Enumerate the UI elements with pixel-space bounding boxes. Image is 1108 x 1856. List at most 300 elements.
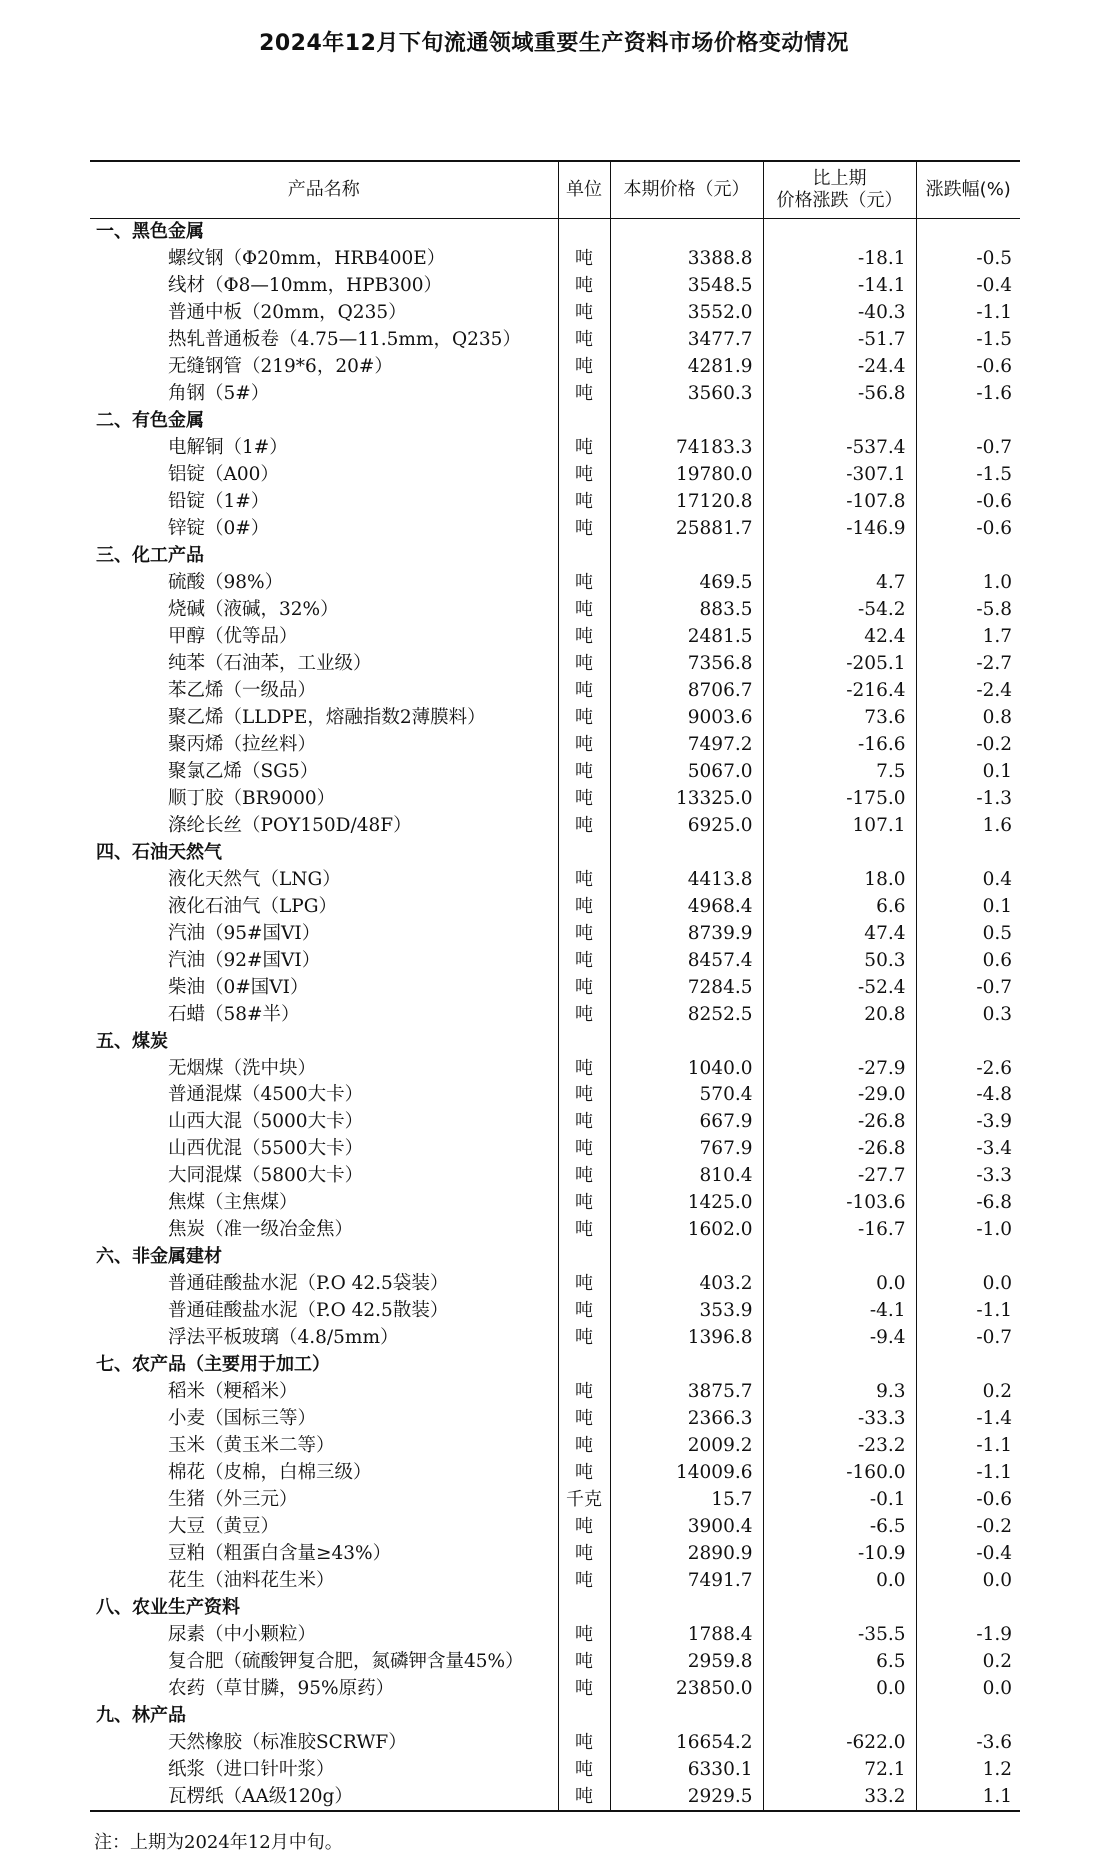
category-name: 七、农产品（主要用于加工） [96,1354,330,1376]
price-cell: 6330.1 [610,1756,763,1783]
change-cell: 6.6 [763,893,916,920]
table-row [90,1621,1020,1648]
percent-cell: -0.6 [916,354,1020,381]
percent-cell: 0.4 [916,866,1020,893]
product-name: 小麦（国标三等） [168,1408,317,1430]
change-cell: -216.4 [763,677,916,704]
product-name: 汽油（95#国VI） [168,922,321,944]
unit-cell: 吨 [558,1621,610,1648]
table-row [90,1136,1020,1163]
product-name: 甲醇（优等品） [168,626,298,648]
product-name: 纸浆（进口针叶浆） [168,1758,335,1780]
table-row [90,1217,1020,1244]
empty-cell [558,219,610,246]
category-name: 八、农业生产资料 [96,1596,240,1618]
product-name: 顺丁胶（BR9000） [168,787,336,809]
empty-cell [610,1702,763,1729]
product-name: 大豆（黄豆） [168,1515,280,1537]
percent-cell: -2.7 [916,651,1020,678]
empty-cell [610,219,763,246]
percent-cell: -3.4 [916,1136,1020,1163]
price-cell: 7356.8 [610,651,763,678]
table-row [90,597,1020,624]
price-cell: 1602.0 [610,1217,763,1244]
table-row [90,1190,1020,1217]
table-row [90,1460,1020,1487]
table-row [90,1163,1020,1190]
change-cell: -9.4 [763,1325,916,1352]
percent-cell: -3.9 [916,1109,1020,1136]
product-name: 豆粕（粗蛋白含量≥43%） [168,1542,392,1564]
change-cell: -622.0 [763,1729,916,1756]
price-cell: 3900.4 [610,1514,763,1541]
percent-cell: -0.2 [916,731,1020,758]
price-cell: 8457.4 [610,947,763,974]
empty-cell [763,1244,916,1271]
percent-cell: -1.1 [916,1298,1020,1325]
price-cell: 810.4 [610,1163,763,1190]
category-row [90,1028,1020,1055]
price-cell: 8252.5 [610,1001,763,1028]
percent-cell: 0.3 [916,1001,1020,1028]
table-row [90,624,1020,651]
unit-cell: 吨 [558,435,610,462]
category-row [90,543,1020,570]
percent-cell: -3.6 [916,1729,1020,1756]
table-row [90,300,1020,327]
product-name: 铅锭（1#） [168,491,270,513]
price-cell: 25881.7 [610,516,763,543]
product-name: 稻米（粳稻米） [168,1381,298,1403]
unit-cell: 吨 [558,893,610,920]
header-price-change-line2: 价格涨跌（元） [776,190,903,211]
table-row [90,785,1020,812]
empty-cell [558,1594,610,1621]
category-name: 三、化工产品 [96,545,204,567]
product-name: 尿素（中小颗粒） [168,1623,317,1645]
percent-cell: -0.5 [916,246,1020,273]
unit-cell: 吨 [558,704,610,731]
unit-cell: 吨 [558,1756,610,1783]
unit-cell: 吨 [558,300,610,327]
unit-cell: 吨 [558,1540,610,1567]
price-cell: 4968.4 [610,893,763,920]
unit-cell: 千克 [558,1487,610,1514]
price-cell: 2366.3 [610,1406,763,1433]
table-row [90,246,1020,273]
change-cell: 9.3 [763,1379,916,1406]
table-row [90,812,1020,839]
empty-cell [916,1028,1020,1055]
table-row [90,758,1020,785]
table-row [90,704,1020,731]
category-row [90,1352,1020,1379]
product-name: 苯乙烯（一级品） [168,679,317,701]
percent-cell: 0.0 [916,1675,1020,1702]
change-cell: -51.7 [763,327,916,354]
change-cell: 20.8 [763,1001,916,1028]
price-cell: 16654.2 [610,1729,763,1756]
product-name: 普通硅酸盐水泥（P.O 42.5袋装） [168,1273,449,1295]
change-cell: -52.4 [763,974,916,1001]
change-cell: -26.8 [763,1136,916,1163]
change-cell: 73.6 [763,704,916,731]
change-cell: -26.8 [763,1109,916,1136]
price-cell: 767.9 [610,1136,763,1163]
change-cell: -146.9 [763,516,916,543]
change-cell: -160.0 [763,1460,916,1487]
percent-cell: 1.6 [916,812,1020,839]
product-name: 石蜡（58#半） [168,1003,300,1025]
change-cell: -27.9 [763,1055,916,1082]
header-change-percent: 涨跌幅(%) [916,161,1020,219]
unit-cell: 吨 [558,866,610,893]
table-header [90,161,1020,219]
change-cell: 7.5 [763,758,916,785]
header-current-price: 本期价格（元） [610,161,763,219]
product-name: 普通中板（20mm，Q235） [168,302,407,324]
category-name: 一、黑色金属 [96,221,204,243]
product-name: 普通硅酸盐水泥（P.O 42.5散装） [168,1300,449,1322]
percent-cell: 1.7 [916,624,1020,651]
unit-cell: 吨 [558,1325,610,1352]
table-row [90,1514,1020,1541]
unit-cell: 吨 [558,273,610,300]
empty-cell [763,1352,916,1379]
percent-cell: 1.2 [916,1756,1020,1783]
price-cell: 2009.2 [610,1433,763,1460]
empty-cell [763,839,916,866]
percent-cell: 0.0 [916,1567,1020,1594]
category-row [90,1594,1020,1621]
change-cell: -16.7 [763,1217,916,1244]
product-name: 液化石油气（LPG） [168,895,338,917]
empty-cell [763,543,916,570]
empty-cell [763,1702,916,1729]
unit-cell: 吨 [558,947,610,974]
price-cell: 8739.9 [610,920,763,947]
table-row [90,1756,1020,1783]
table-row [90,1055,1020,1082]
unit-cell: 吨 [558,785,610,812]
percent-cell: -1.5 [916,462,1020,489]
category-name: 六、非金属建材 [96,1246,222,1268]
unit-cell: 吨 [558,1406,610,1433]
percent-cell: -1.9 [916,1621,1020,1648]
empty-cell [916,1702,1020,1729]
price-cell: 13325.0 [610,785,763,812]
change-cell: -33.3 [763,1406,916,1433]
table-row [90,327,1020,354]
unit-cell: 吨 [558,677,610,704]
change-cell: 0.0 [763,1675,916,1702]
table-row [90,489,1020,516]
price-cell: 7497.2 [610,731,763,758]
category-name: 四、石油天然气 [96,841,222,863]
price-cell: 4281.9 [610,354,763,381]
table-body [90,219,1020,1812]
percent-cell: 0.8 [916,704,1020,731]
change-cell: 0.0 [763,1567,916,1594]
product-name: 柴油（0#国VI） [168,976,309,998]
unit-cell: 吨 [558,489,610,516]
price-cell: 3548.5 [610,273,763,300]
price-cell: 353.9 [610,1298,763,1325]
percent-cell: 0.1 [916,758,1020,785]
unit-cell: 吨 [558,462,610,489]
percent-cell: -0.7 [916,435,1020,462]
change-cell: -307.1 [763,462,916,489]
table-row [90,1271,1020,1298]
unit-cell: 吨 [558,1783,610,1811]
price-cell: 1788.4 [610,1621,763,1648]
empty-cell [610,1594,763,1621]
percent-cell: -0.6 [916,489,1020,516]
percent-cell: -0.4 [916,1540,1020,1567]
percent-cell: -2.4 [916,677,1020,704]
table-row [90,1729,1020,1756]
category-name: 五、煤炭 [96,1030,168,1052]
change-cell: -205.1 [763,651,916,678]
price-cell: 2929.5 [610,1783,763,1811]
header-price-change [763,161,916,219]
table-row [90,920,1020,947]
unit-cell: 吨 [558,1190,610,1217]
category-name: 九、林产品 [96,1704,186,1726]
price-cell: 17120.8 [610,489,763,516]
product-name: 无烟煤（洗中块） [168,1057,317,1079]
product-name: 液化天然气（LNG） [168,868,341,890]
empty-cell [916,219,1020,246]
price-cell: 4413.8 [610,866,763,893]
percent-cell: -4.8 [916,1082,1020,1109]
change-cell: 50.3 [763,947,916,974]
change-cell: -16.6 [763,731,916,758]
percent-cell: -2.6 [916,1055,1020,1082]
table-row [90,462,1020,489]
table-row [90,570,1020,597]
unit-cell: 吨 [558,651,610,678]
percent-cell: 0.1 [916,893,1020,920]
empty-cell [558,1028,610,1055]
change-cell: 4.7 [763,570,916,597]
table-row [90,1675,1020,1702]
price-cell: 3477.7 [610,327,763,354]
table-row [90,354,1020,381]
table-row [90,1298,1020,1325]
product-name: 花生（油料花生米） [168,1569,335,1591]
percent-cell: -0.7 [916,974,1020,1001]
footnote: 注：上期为2024年12月中旬。 [94,1832,343,1853]
product-name: 硫酸（98%） [168,572,284,594]
category-name: 二、有色金属 [96,410,204,432]
unit-cell: 吨 [558,624,610,651]
table-row [90,974,1020,1001]
product-name: 聚丙烯（拉丝料） [168,733,317,755]
percent-cell: -5.8 [916,597,1020,624]
empty-cell [610,1244,763,1271]
product-name: 焦煤（主焦煤） [168,1192,298,1214]
change-cell: 72.1 [763,1756,916,1783]
price-cell: 23850.0 [610,1675,763,1702]
percent-cell: -0.2 [916,1514,1020,1541]
change-cell: 33.2 [763,1783,916,1811]
empty-cell [916,839,1020,866]
unit-cell: 吨 [558,1271,610,1298]
unit-cell: 吨 [558,1298,610,1325]
price-cell: 3388.8 [610,246,763,273]
unit-cell: 吨 [558,1109,610,1136]
price-cell: 7284.5 [610,974,763,1001]
percent-cell: 0.2 [916,1648,1020,1675]
table-row [90,1082,1020,1109]
product-name: 生猪（外三元） [168,1489,298,1511]
unit-cell: 吨 [558,1136,610,1163]
product-name: 浮法平板玻璃（4.8/5mm） [168,1327,399,1349]
unit-cell: 吨 [558,758,610,785]
table-row [90,1109,1020,1136]
empty-cell [763,408,916,435]
table-row [90,1001,1020,1028]
price-cell: 3875.7 [610,1379,763,1406]
percent-cell: -0.7 [916,1325,1020,1352]
header-unit: 单位 [558,161,610,219]
change-cell: -54.2 [763,597,916,624]
unit-cell: 吨 [558,516,610,543]
product-name: 锌锭（0#） [168,518,270,540]
table-row [90,893,1020,920]
table-row [90,1783,1020,1811]
table-row [90,866,1020,893]
price-cell: 3560.3 [610,381,763,408]
product-name: 聚氯乙烯（SG5） [168,760,319,782]
product-name: 焦炭（准一级冶金焦） [168,1219,354,1241]
product-name: 热轧普通板卷（4.75—11.5mm，Q235） [168,329,521,351]
product-name: 复合肥（硫酸钾复合肥，氮磷钾含量45%） [168,1650,524,1672]
percent-cell: 0.6 [916,947,1020,974]
unit-cell: 吨 [558,1217,610,1244]
change-cell: -29.0 [763,1082,916,1109]
percent-cell: -1.4 [916,1406,1020,1433]
percent-cell: -1.0 [916,1217,1020,1244]
empty-cell [763,1594,916,1621]
unit-cell: 吨 [558,1163,610,1190]
table-row [90,1567,1020,1594]
product-name: 汽油（92#国VI） [168,949,321,971]
price-cell: 6925.0 [610,812,763,839]
product-name: 无缝钢管（219*6，20#） [168,356,393,378]
price-cell: 403.2 [610,1271,763,1298]
product-name: 电解铜（1#） [168,437,288,459]
product-name: 瓦楞纸（AA级120g） [168,1785,353,1807]
product-name: 普通混煤（4500大卡） [168,1084,364,1106]
product-name: 角钢（5#） [168,383,270,405]
price-cell: 8706.7 [610,677,763,704]
empty-cell [610,408,763,435]
price-cell: 2481.5 [610,624,763,651]
percent-cell: 1.1 [916,1783,1020,1811]
unit-cell: 吨 [558,1082,610,1109]
table-row [90,1325,1020,1352]
price-cell: 1425.0 [610,1190,763,1217]
change-cell: -40.3 [763,300,916,327]
unit-cell: 吨 [558,1055,610,1082]
unit-cell: 吨 [558,1001,610,1028]
table-row [90,1487,1020,1514]
empty-cell [610,543,763,570]
unit-cell: 吨 [558,731,610,758]
change-cell: 42.4 [763,624,916,651]
change-cell: -18.1 [763,246,916,273]
price-cell: 3552.0 [610,300,763,327]
category-row [90,839,1020,866]
change-cell: -175.0 [763,785,916,812]
empty-cell [916,1244,1020,1271]
empty-cell [558,839,610,866]
change-cell: 107.1 [763,812,916,839]
change-cell: -24.4 [763,354,916,381]
percent-cell: -0.6 [916,1487,1020,1514]
table-row [90,1433,1020,1460]
table-row [90,1406,1020,1433]
table-row [90,1379,1020,1406]
empty-cell [916,1594,1020,1621]
unit-cell: 吨 [558,354,610,381]
change-cell: -107.8 [763,489,916,516]
price-cell: 15.7 [610,1487,763,1514]
price-cell: 667.9 [610,1109,763,1136]
percent-cell: 0.2 [916,1379,1020,1406]
table-row [90,731,1020,758]
table-row [90,435,1020,462]
price-cell: 2959.8 [610,1648,763,1675]
table-row [90,947,1020,974]
price-table [90,160,1020,1812]
empty-cell [916,543,1020,570]
table-row [90,651,1020,678]
percent-cell: 0.5 [916,920,1020,947]
empty-cell [916,1352,1020,1379]
change-cell: -14.1 [763,273,916,300]
percent-cell: -6.8 [916,1190,1020,1217]
table-row [90,677,1020,704]
unit-cell: 吨 [558,381,610,408]
product-name: 涤纶长丝（POY150D/48F） [168,814,412,836]
change-cell: -4.1 [763,1298,916,1325]
price-cell: 9003.6 [610,704,763,731]
empty-cell [610,1028,763,1055]
unit-cell: 吨 [558,974,610,1001]
percent-cell: 1.0 [916,570,1020,597]
empty-cell [558,408,610,435]
percent-cell: -0.4 [916,273,1020,300]
table-row [90,516,1020,543]
price-cell: 570.4 [610,1082,763,1109]
price-cell: 2890.9 [610,1540,763,1567]
header-price-change-line1: 比上期 [812,168,867,189]
change-cell: -6.5 [763,1514,916,1541]
percent-cell: 0.0 [916,1271,1020,1298]
percent-cell: -1.3 [916,785,1020,812]
unit-cell: 吨 [558,1648,610,1675]
empty-cell [763,1028,916,1055]
product-name: 纯苯（石油苯，工业级） [168,652,372,674]
percent-cell: -1.1 [916,300,1020,327]
price-cell: 74183.3 [610,435,763,462]
unit-cell: 吨 [558,246,610,273]
change-cell: -537.4 [763,435,916,462]
change-cell: -56.8 [763,381,916,408]
